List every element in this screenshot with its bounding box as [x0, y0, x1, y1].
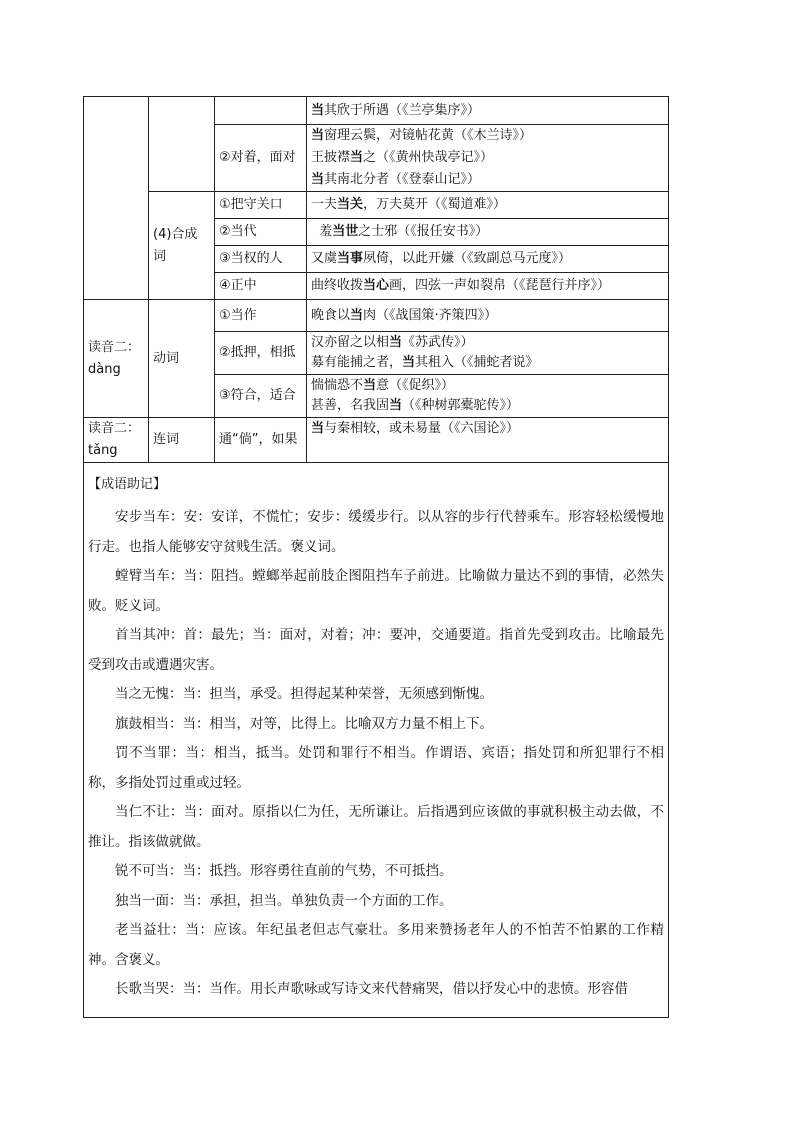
- meaning-cell: ①把守关口: [215, 192, 307, 219]
- pos-cell: 动词: [149, 300, 215, 418]
- meaning-cell: [215, 97, 307, 125]
- example-line: 又虞当事夙倚，以此开嫌（《致副总马元度》）: [311, 251, 572, 266]
- idiom-entry: 独当一面：当：承担，担当。单独负责一个方面的工作。: [115, 892, 453, 909]
- group-label: (4)合成词: [149, 192, 215, 300]
- example-cell: [307, 273, 669, 300]
- meaning-cell: ①当作: [215, 300, 307, 332]
- example-cell: [307, 125, 669, 192]
- idiom-entry: 旗鼓相当：当：相当，对等，比得上。比喻双方力量不相上下。: [115, 715, 493, 732]
- idiom-entry: 罚不当罪：当：相当，抵当。处罚和罪行不相当。作谓语、宾语；指处罚和所犯罪行不相称，多指处罚过重或过轻。: [88, 745, 664, 791]
- example-line: 当其南北分者（《登泰山记》）: [311, 172, 481, 187]
- idiom-section-title: 【成语助记】: [88, 477, 167, 493]
- example-cell: [307, 97, 669, 125]
- reading-label: 读音二：: [88, 421, 141, 436]
- meaning-cell: ②对着，面对: [215, 125, 307, 192]
- example-line: 一夫当关，万夫莫开（《蜀道难》）: [311, 197, 507, 212]
- reading-pinyin: tǎng: [88, 443, 118, 458]
- example-line: 曲终收拨当心画，四弦一声如裂帛（《琵琶行并序》）: [311, 278, 611, 293]
- idiom-entry: 老当益壮：当：应该。年纪虽老但志气豪壮。多用来赞扬老年人的不怕苦不怕累的工作精神。含褒义。: [88, 922, 664, 968]
- idiom-section: [84, 463, 669, 1018]
- idiom-entry: 首当其冲：首：最先；当：面对，对着；冲：要冲，交通要道。指首先受到攻击。比喻最先受到攻击或遭遇灾害。: [88, 627, 664, 673]
- example-cell: [307, 246, 669, 273]
- reading-cell-empty: [84, 97, 149, 300]
- example-line: 甚善，名我固当（《种树郭橐驼传》）: [311, 398, 520, 413]
- example-line: 惴惴恐不当意（《促织》）: [311, 378, 455, 393]
- word-meaning-table: [83, 96, 669, 1018]
- example-line: 当其欣于所遇（《兰亭集序》）: [311, 102, 481, 118]
- idiom-entry: 当仁不让：当：面对。原指以仁为任，无所谦让。后指遇到应该做的事就积极主动去做，不推让。指该做就做。: [88, 804, 664, 850]
- example-cell: [307, 375, 669, 418]
- idiom-entry: 当之无愧：当：担当，承受。担得起某种荣誉，无须感到惭愧。: [115, 686, 493, 703]
- meaning-cell: ③当权的人: [215, 246, 307, 273]
- meaning-cell: ②抵押，相抵: [215, 332, 307, 375]
- reading-pinyin: dàng: [88, 361, 121, 377]
- example-line: 晚食以当肉（《战国策·齐策四》）: [311, 307, 498, 323]
- example-line: 王披襟当之（《黄州快哉亭记》）: [311, 150, 494, 165]
- meaning-cell: ②当代: [215, 219, 307, 246]
- reading-cell: [84, 300, 149, 418]
- example-line: 当与秦相较，或未易量（《六国论》）: [311, 421, 520, 436]
- example-cell: [307, 418, 669, 463]
- pos-cell: 连词: [149, 418, 215, 463]
- example-cell: [307, 332, 669, 375]
- example-cell: [307, 192, 669, 219]
- example-cell: [307, 219, 669, 246]
- idiom-entry: 锐不可当：当：抵挡。形容勇往直前的气势，不可抵挡。: [115, 863, 453, 880]
- meaning-cell: 通“倘”，如果: [215, 418, 307, 463]
- example-cell: [307, 300, 669, 332]
- example-line: 汉亦留之以相当《苏武传》）: [311, 335, 474, 350]
- reading-label: 读音二：: [88, 339, 141, 355]
- pos-cell-empty: [149, 97, 215, 192]
- example-line: 募有能捕之者，当其租入（《捕蛇者说》: [311, 355, 539, 370]
- meaning-cell: ④正中: [215, 273, 307, 300]
- idiom-entry: 安步当车：安：安详，不慌忙；安步：缓缓步行。以从容的步行代替乘车。形容轻松缓慢地行走。也指人能够安守贫贱生活。褒义词。: [88, 509, 664, 555]
- example-line: 当窗理云鬓，对镜帖花黄（《木兰诗》）: [311, 128, 533, 143]
- meaning-cell: ③符合，适合: [215, 375, 307, 418]
- example-line: 羞当世之士邪（《报任安书》）: [311, 224, 489, 239]
- reading-cell: [84, 418, 149, 463]
- idiom-entry: 螳臂当车：当：阻挡。螳螂举起前肢企图阻挡车子前进。比喻做力量达不到的事情，必然失败。贬义词。: [88, 568, 664, 614]
- idiom-entry: 长歌当哭：当：当作。用长声歌咏或写诗文来代替痛哭，借以抒发心中的悲愤。形容借: [115, 981, 628, 998]
